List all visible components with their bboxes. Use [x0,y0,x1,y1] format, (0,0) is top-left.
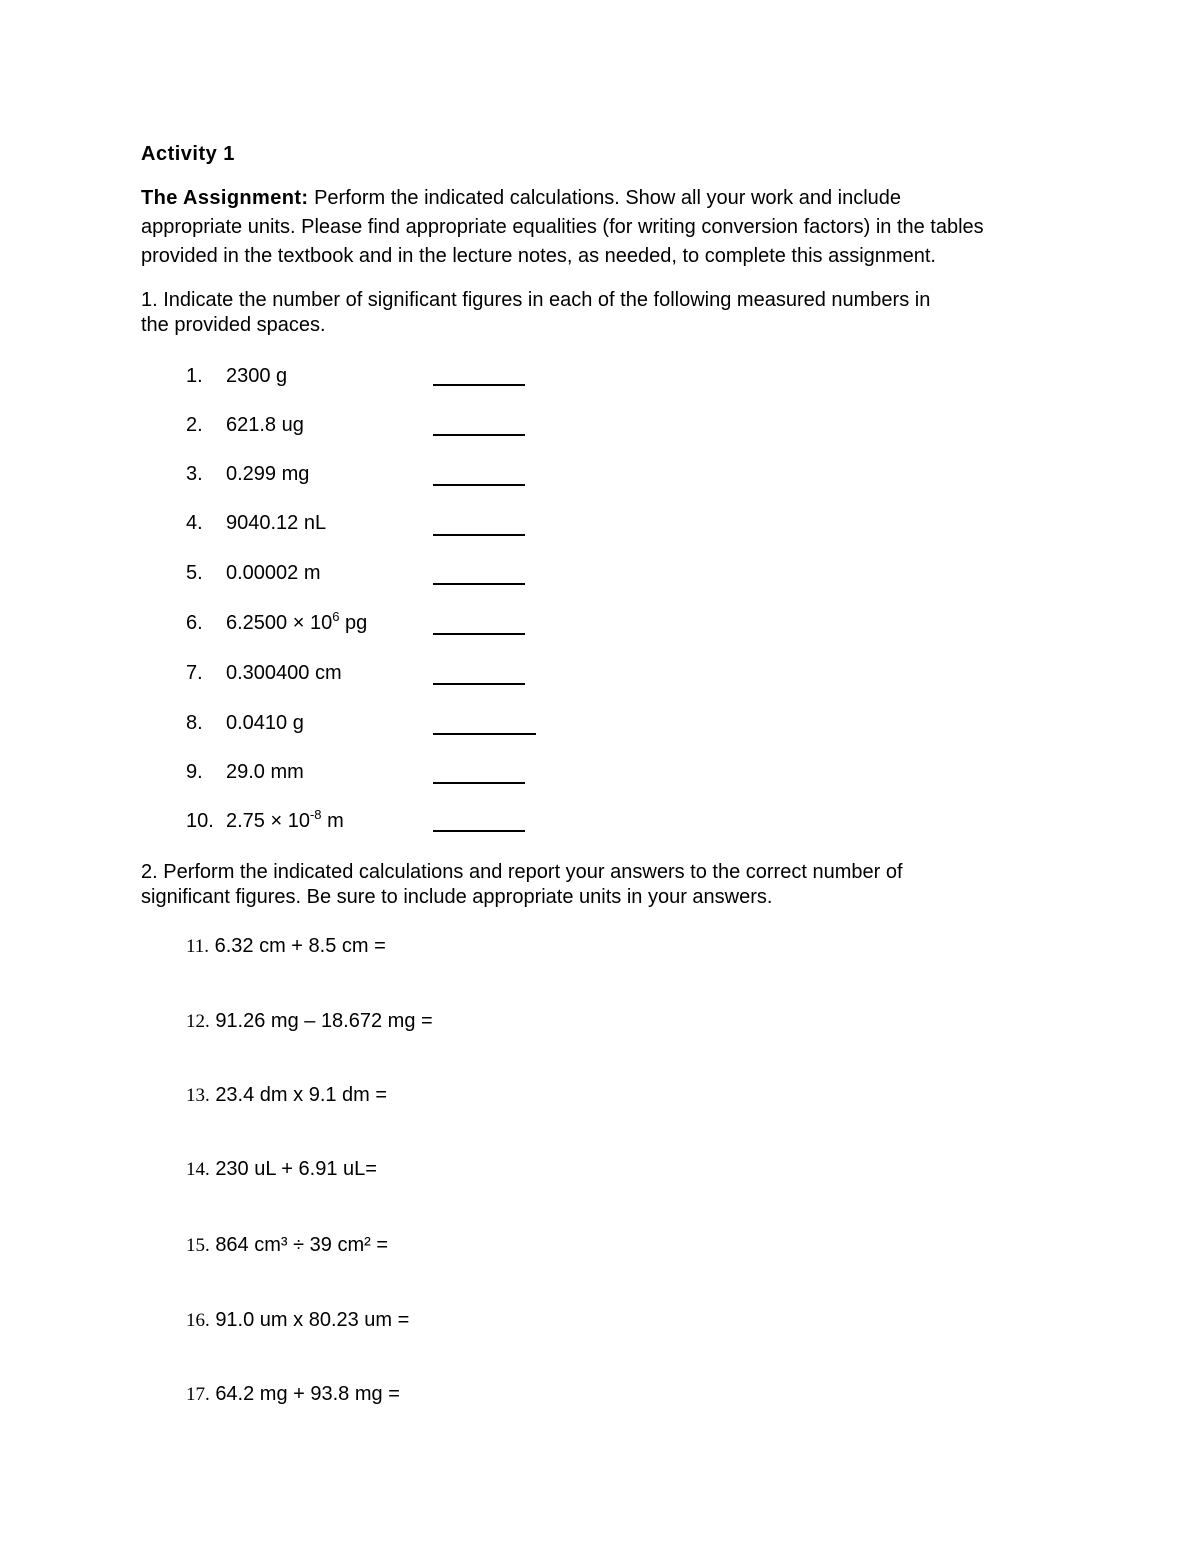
item-value: 2.75 × 10 [226,810,310,832]
item-number: 7. [186,662,203,684]
calc-item [186,935,386,958]
item-number: 14. [186,1159,210,1180]
sig-fig-item [186,807,344,836]
item-number: 15. [186,1235,210,1256]
item-value: 0.300400 cm [226,662,342,684]
sig-fig-item [186,662,342,688]
question-2-prompt [141,860,1071,910]
item-number: 16. [186,1310,210,1331]
calc-expression: 6.32 cm + 8.5 cm = [214,935,386,957]
item-number: 2. [186,414,203,436]
calc-item [186,1158,377,1181]
item-number: 9. [186,761,203,783]
item-number: 12. [186,1011,210,1032]
calc-expression: 64.2 mg + 93.8 mg = [215,1383,400,1405]
answer-blank[interactable] [433,733,536,735]
answer-blank[interactable] [433,583,525,585]
answer-blank[interactable] [433,830,525,832]
question-1-line-2: the provided spaces. [141,314,326,336]
question-1-prompt [141,288,1071,338]
answer-blank[interactable] [433,782,525,784]
assignment-line-2: appropriate units. Please find appropriate equalities (for writing conversion factors) in the tables [141,216,984,238]
assignment-paragraph [141,184,1071,271]
sig-fig-item [186,712,304,738]
assignment-line-1 [141,184,1071,213]
item-value: 2300 g [226,365,288,387]
answer-blank[interactable] [433,534,525,536]
question-1-line-1: 1. Indicate the number of significant figures in each of the following measured numbers in [141,289,931,311]
answer-blank[interactable] [433,683,525,685]
item-number: 10. [186,810,214,832]
assignment-label: The Assignment: [141,187,309,209]
answer-blank[interactable] [433,384,525,386]
calc-expression: 230 uL + 6.91 uL= [215,1158,377,1180]
sig-fig-item [186,761,304,787]
question-2-line-2: significant figures. Be sure to include appropriate units in your answers. [141,886,773,908]
item-number: 13. [186,1085,210,1106]
calc-expression: 864 cm³ ÷ 39 cm² = [215,1234,389,1256]
item-unit: pg [339,612,368,634]
item-unit: m [321,810,344,832]
item-number: 1. [186,365,203,387]
calc-item [186,1084,387,1107]
sig-fig-item [186,414,304,440]
sig-fig-item [186,609,368,638]
calc-expression: 23.4 dm x 9.1 dm = [215,1084,388,1106]
item-number: 3. [186,463,203,485]
sig-fig-item [186,463,309,489]
assignment-text-1: Perform the indicated calculations. Show all your work and include [314,187,902,209]
calc-item [186,1383,400,1406]
item-exponent: -8 [309,807,322,822]
item-exponent: 6 [332,609,340,624]
answer-blank[interactable] [433,484,525,486]
item-number: 11. [186,936,210,957]
assignment-line-3: provided in the textbook and in the lecture notes, as needed, to complete this assignment. [141,245,936,267]
calc-item [186,1234,388,1257]
calc-item [186,1010,433,1033]
page-title: Activity 1 [141,143,235,165]
item-number: 5. [186,562,203,584]
sig-fig-item [186,512,326,538]
item-value: 0.00002 m [226,562,321,584]
sig-fig-item [186,562,321,588]
calc-item [186,1309,409,1332]
item-number: 17. [186,1384,210,1405]
item-value: 621.8 ug [226,414,304,436]
item-value: 9040.12 nL [226,512,327,534]
sig-fig-item [186,365,287,391]
item-number: 8. [186,712,203,734]
answer-blank[interactable] [433,633,525,635]
calc-expression: 91.26 mg – 18.672 mg = [215,1010,433,1032]
item-value: 0.0410 g [226,712,304,734]
question-2-line-1: 2. Perform the indicated calculations and report your answers to the correct number of [141,861,903,883]
item-number: 4. [186,512,203,534]
item-value: 6.2500 × 10 [226,612,333,634]
calc-expression: 91.0 um x 80.23 um = [215,1309,410,1331]
item-value: 0.299 mg [226,463,310,485]
item-value: 29.0 mm [226,761,304,783]
answer-blank[interactable] [433,434,525,436]
item-number: 6. [186,612,203,634]
